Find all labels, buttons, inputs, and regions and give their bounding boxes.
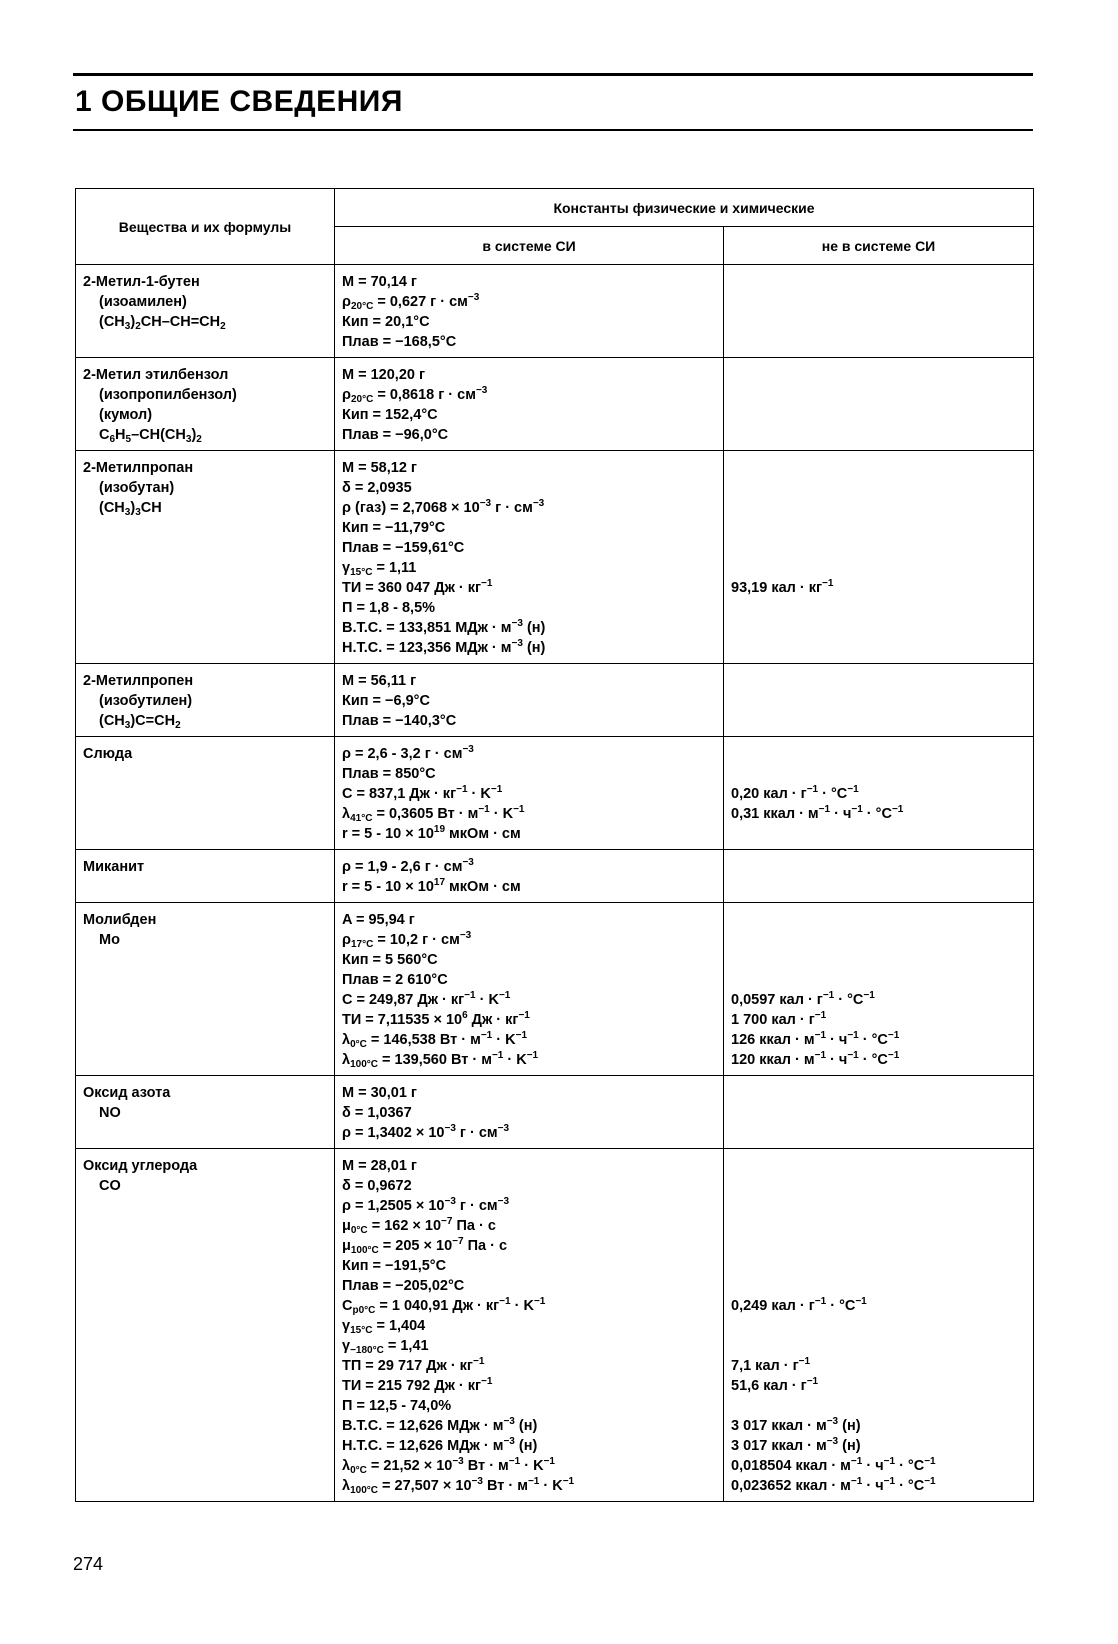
non-si-value (731, 1336, 1026, 1356)
non-si-value: 51,6 кал · $г^{-1}$ (731, 1376, 819, 1394)
si-values-cell (335, 451, 724, 664)
si-value: $\rho = 1,3402 \times 10^{-3}$ $г \cdot см^{-3}$ (342, 1123, 510, 1141)
si-values-cell (335, 358, 724, 451)
constants-table (75, 188, 1034, 1502)
non-si-value (731, 1176, 1026, 1196)
si-value: В.Т.С. = 12,626 МДж · $м^{-3}$ (н) (342, 1416, 538, 1434)
si-value: Плав = −140,3°C (342, 713, 457, 729)
non-si-value (731, 405, 1026, 425)
si-value: ρ $(газ) = 2,7068 \times 10^{-3}$ $г \cdot см^{-3}$ (342, 498, 545, 516)
substance-formula: (изобутан) (99, 480, 175, 496)
substance-formula: $(CH_3)_3CH$ (99, 500, 162, 518)
non-si-value (731, 711, 1026, 731)
substance-cell (76, 1076, 335, 1149)
non-si-value (731, 1103, 1026, 1123)
non-si-value (731, 1276, 1026, 1296)
substance-formula: $(CH_3)_2CH-CH=CH_2$ (99, 314, 226, 332)
non-si-value (731, 744, 1026, 764)
non-si-value: 0,31 ккал · $м^{-1} \cdot ч^{-1} \cdot ^\circ C^{-1}$ (731, 804, 904, 822)
substance-cell (76, 451, 335, 664)
si-values-cell (335, 850, 724, 903)
si-value: Кип = 5 560°C (342, 952, 438, 968)
si-value: $\gamma_{15^\circ C} = 1,404$ (342, 1318, 426, 1336)
non-si-value (731, 1083, 1026, 1103)
non-si-value: 7,1 кал · $г^{-1}$ (731, 1356, 811, 1374)
si-value: $\lambda_{0^\circ C} = 21,52 \times 10^{-3}$ Вт · $м^{-1} \cdot K^{-1}$ (342, 1456, 555, 1476)
si-value: Н.Т.С. = 123,356 МДж · $м^{-3}$ (н) (342, 638, 546, 656)
non-si-value: 3 017 ккал · $м^{-3}$ (н) (731, 1436, 861, 1454)
substance-formula: CO (99, 1178, 121, 1194)
si-value: M = 30,01 г (342, 1085, 417, 1101)
non-si-value (731, 691, 1026, 711)
si-value: ρ = 1,9 - 2,6 $г \cdot см^{-3}$ (342, 857, 474, 875)
table-row (76, 737, 1034, 850)
header-si: в системе СИ (335, 227, 724, 265)
si-values-cell (335, 265, 724, 358)
non-si-value (731, 1123, 1026, 1143)
non-si-value (731, 1196, 1026, 1216)
substance-cell (76, 850, 335, 903)
si-value: $\gamma_{15^\circ C} = 1,11$ (342, 560, 417, 578)
non-si-value (731, 1256, 1026, 1276)
non-si-value (731, 1236, 1026, 1256)
si-value: Кип = 152,4°C (342, 407, 438, 423)
si-value: $\gamma_{-180^\circ C} = 1,41$ (342, 1338, 429, 1356)
non-si-values-cell (724, 358, 1034, 451)
table-row (76, 1149, 1034, 1502)
si-value: Плав = 850°C (342, 766, 436, 782)
non-si-value: 126 ккал · $м^{-1} \cdot ч^{-1} \cdot ^\circ C^{-1}$ (731, 1030, 900, 1048)
non-si-value: 0,023652 ккал · $м^{-1} \cdot ч^{-1} \cdot ^\circ C^{-1}$ (731, 1476, 936, 1494)
substance-formula: (изоамилен) (99, 294, 187, 310)
si-value: M = 70,14 г (342, 274, 417, 290)
table-row (76, 265, 1034, 358)
si-value: П = 1,8 - 8,5% (342, 600, 436, 616)
substance-cell (76, 664, 335, 737)
si-values-cell (335, 903, 724, 1076)
substance-name: 2-Метил этилбензол (83, 367, 229, 383)
si-value: δ = 0,9672 (342, 1178, 412, 1194)
non-si-value: 0,0597 кал · $г^{-1} \cdot ^\circ C^{-1}$ (731, 990, 875, 1008)
non-si-value: 1 700 кал · $г^{-1}$ (731, 1010, 827, 1028)
si-value: $\rho_{17^\circ C} = 10,2$ $г \cdot см^{-3}$ (342, 930, 472, 950)
non-si-values-cell (724, 1149, 1034, 1502)
substance-cell (76, 265, 335, 358)
non-si-values-cell (724, 737, 1034, 850)
non-si-value (731, 618, 1026, 638)
non-si-value (731, 950, 1026, 970)
non-si-value (731, 538, 1026, 558)
si-value: $\lambda_{100^\circ C} = 139,560$ Вт · $м^{-1} \cdot K^{-1}$ (342, 1050, 539, 1070)
substance-formula: (изобутилен) (99, 693, 193, 709)
non-si-value: 0,249 кал · $г^{-1} \cdot ^\circ C^{-1}$ (731, 1296, 867, 1314)
table-row (76, 451, 1034, 664)
non-si-values-cell (724, 451, 1034, 664)
si-value: $r = 5 - 10 \times 10^{17}$ мкОм · см (342, 877, 521, 895)
si-value: M = 58,12 г (342, 460, 417, 476)
si-value: $\lambda_{0^\circ C} = 146,538$ Вт · $м^{-1} \cdot K^{-1}$ (342, 1030, 528, 1050)
non-si-value (731, 857, 1026, 877)
non-si-value (731, 638, 1026, 658)
si-value: C = 837,1 Дж · $кг^{-1} \cdot K^{-1}$ (342, 784, 503, 802)
page-number: 274 (73, 1554, 104, 1574)
header-substances: Вещества и их формулы (76, 189, 335, 265)
si-value: Плав = −159,61°C (342, 540, 465, 556)
table-row (76, 1076, 1034, 1149)
non-si-values-cell (724, 903, 1034, 1076)
substance-name: Оксид азота (83, 1085, 171, 1101)
si-value: C = 249,87 Дж · $кг^{-1} \cdot K^{-1}$ (342, 990, 511, 1008)
non-si-value (731, 518, 1026, 538)
si-value: A = 95,94 г (342, 912, 415, 928)
si-value: $\rho_{20^\circ C} = 0,627$ $г \cdot см^{-3}$ (342, 292, 480, 312)
si-value: $\mu_{100^\circ C} = 205 \times 10^{-7}$ Па · с (342, 1236, 508, 1256)
si-value: Плав = −168,5°C (342, 334, 457, 350)
si-value: Кип = −6,9°C (342, 693, 430, 709)
non-si-value (731, 332, 1026, 352)
non-si-value: 93,19 кал · $кг^{-1}$ (731, 578, 834, 596)
substance-formula: $(CH_3)C=CH_2$ (99, 713, 181, 731)
si-value: Плав = −205,02°C (342, 1278, 465, 1294)
si-value: $\rho_{20^\circ C} = 0,8618$ $г \cdot см^{-3}$ (342, 385, 488, 405)
substance-cell (76, 1149, 335, 1502)
si-value: ρ = 2,6 - 3,2 $г \cdot см^{-3}$ (342, 744, 474, 762)
non-si-value (731, 458, 1026, 478)
non-si-value (731, 478, 1026, 498)
header-constants: Константы физические и химические (335, 189, 1034, 227)
table-row (76, 358, 1034, 451)
si-value: Кип = −11,79°C (342, 520, 446, 536)
si-value: Плав = −96,0°C (342, 427, 449, 443)
non-si-value: 0,018504 ккал · $м^{-1} \cdot ч^{-1} \cdot ^\circ C^{-1}$ (731, 1456, 936, 1474)
non-si-values-cell (724, 664, 1034, 737)
non-si-value (731, 292, 1026, 312)
substance-name: Оксид углерода (83, 1158, 198, 1174)
substance-formula: Mo (99, 932, 120, 948)
table-row (76, 903, 1034, 1076)
si-values-cell (335, 1149, 724, 1502)
non-si-value (731, 671, 1026, 691)
si-value: δ = 1,0367 (342, 1105, 412, 1121)
si-value: Кип = 20,1°C (342, 314, 430, 330)
substance-cell (76, 903, 335, 1076)
non-si-value (731, 1396, 1026, 1416)
non-si-value (731, 1156, 1026, 1176)
substance-formula: NO (99, 1105, 121, 1121)
si-values-cell (335, 737, 724, 850)
non-si-value: 120 ккал · $м^{-1} \cdot ч^{-1} \cdot ^\circ C^{-1}$ (731, 1050, 900, 1068)
non-si-value: 3 017 ккал · $м^{-3}$ (н) (731, 1416, 861, 1434)
substance-name: 2-Метил-1-бутен (83, 274, 200, 290)
header-non-si: не в системе СИ (724, 227, 1034, 265)
si-value: δ = 2,0935 (342, 480, 412, 496)
non-si-value: 0,20 кал · $г^{-1} \cdot ^\circ C^{-1}$ (731, 784, 859, 802)
substance-name: Молибден (83, 912, 157, 928)
substance-name: Слюда (83, 746, 133, 762)
si-value: ТИ = 215 792 Дж · $кг^{-1}$ (342, 1376, 493, 1394)
si-values-cell (335, 664, 724, 737)
non-si-values-cell (724, 265, 1034, 358)
si-value: ТИ = $7,11535 \times 10^6$ Дж · $кг^{-1}$ (342, 1010, 530, 1028)
non-si-value (731, 930, 1026, 950)
si-value: ТП = 29 717 Дж · $кг^{-1}$ (342, 1356, 485, 1374)
non-si-value (731, 385, 1026, 405)
non-si-value (731, 558, 1026, 578)
si-value: $C_{p0^\circ C} = 1$ 040,91 Дж · $кг^{-1} \cdot K^{-1}$ (342, 1296, 546, 1316)
substance-cell (76, 358, 335, 451)
si-value: Плав = 2 610°C (342, 972, 448, 988)
si-values-cell (335, 1076, 724, 1149)
si-value: $\lambda_{100^\circ C} = 27,507 \times 10^{-3}$ Вт · $м^{-1} \cdot K^{-1}$ (342, 1476, 575, 1496)
substance-name: 2-Метилпропен (83, 673, 194, 689)
table-body (76, 265, 1034, 1502)
si-value: Н.Т.С. = 12,626 МДж · $м^{-3}$ (н) (342, 1436, 538, 1454)
si-value: M = 56,11 г (342, 673, 417, 689)
si-value: $\rho = 1,2505 \times 10^{-3}$ $г \cdot см^{-3}$ (342, 1196, 510, 1214)
substance-formula: $C_6H_5-CH(CH_3)_2$ (99, 427, 202, 445)
non-si-value (731, 598, 1026, 618)
table-row (76, 664, 1034, 737)
si-value: $\mu_{0^\circ C} = 162 \times 10^{-7}$ Па · с (342, 1216, 496, 1236)
si-value: В.Т.С. = 133,851 МДж · $м^{-3}$ (н) (342, 618, 546, 636)
substance-name: Миканит (83, 859, 145, 875)
non-si-value (731, 1216, 1026, 1236)
table-row (76, 850, 1034, 903)
si-value: П = 12,5 - 74,0% (342, 1398, 452, 1414)
si-value: $\lambda_{41^\circ C} = 0,3605$ Вт · $м^{-1} \cdot K^{-1}$ (342, 804, 525, 824)
non-si-value (731, 272, 1026, 292)
substance-name: 2-Метилпропан (83, 460, 194, 476)
non-si-value (731, 498, 1026, 518)
si-value: ТИ = 360 047 Дж · $кг^{-1}$ (342, 578, 493, 596)
non-si-value (731, 312, 1026, 332)
substance-cell (76, 737, 335, 850)
non-si-value (731, 877, 1026, 897)
substance-formula: (кумол) (99, 407, 153, 423)
non-si-values-cell (724, 850, 1034, 903)
header-rule-bottom (73, 129, 1033, 131)
non-si-value (731, 824, 1026, 844)
substance-formula: (изопропилбензол) (99, 387, 237, 403)
si-value: $r = 5 - 10 \times 10^{19}$ мкОм · см (342, 824, 521, 842)
non-si-value (731, 764, 1026, 784)
si-value: M = 120,20 г (342, 367, 426, 383)
non-si-value (731, 425, 1026, 445)
si-value: Кип = −191,5°C (342, 1258, 447, 1274)
si-value: M = 28,01 г (342, 1158, 417, 1174)
non-si-value (731, 1316, 1026, 1336)
non-si-value (731, 910, 1026, 930)
non-si-values-cell (724, 1076, 1034, 1149)
non-si-value (731, 365, 1026, 385)
non-si-value (731, 970, 1026, 990)
page-title: 1 ОБЩИЕ СВЕДЕНИЯ (75, 85, 403, 118)
header-rule-top (73, 73, 1033, 76)
